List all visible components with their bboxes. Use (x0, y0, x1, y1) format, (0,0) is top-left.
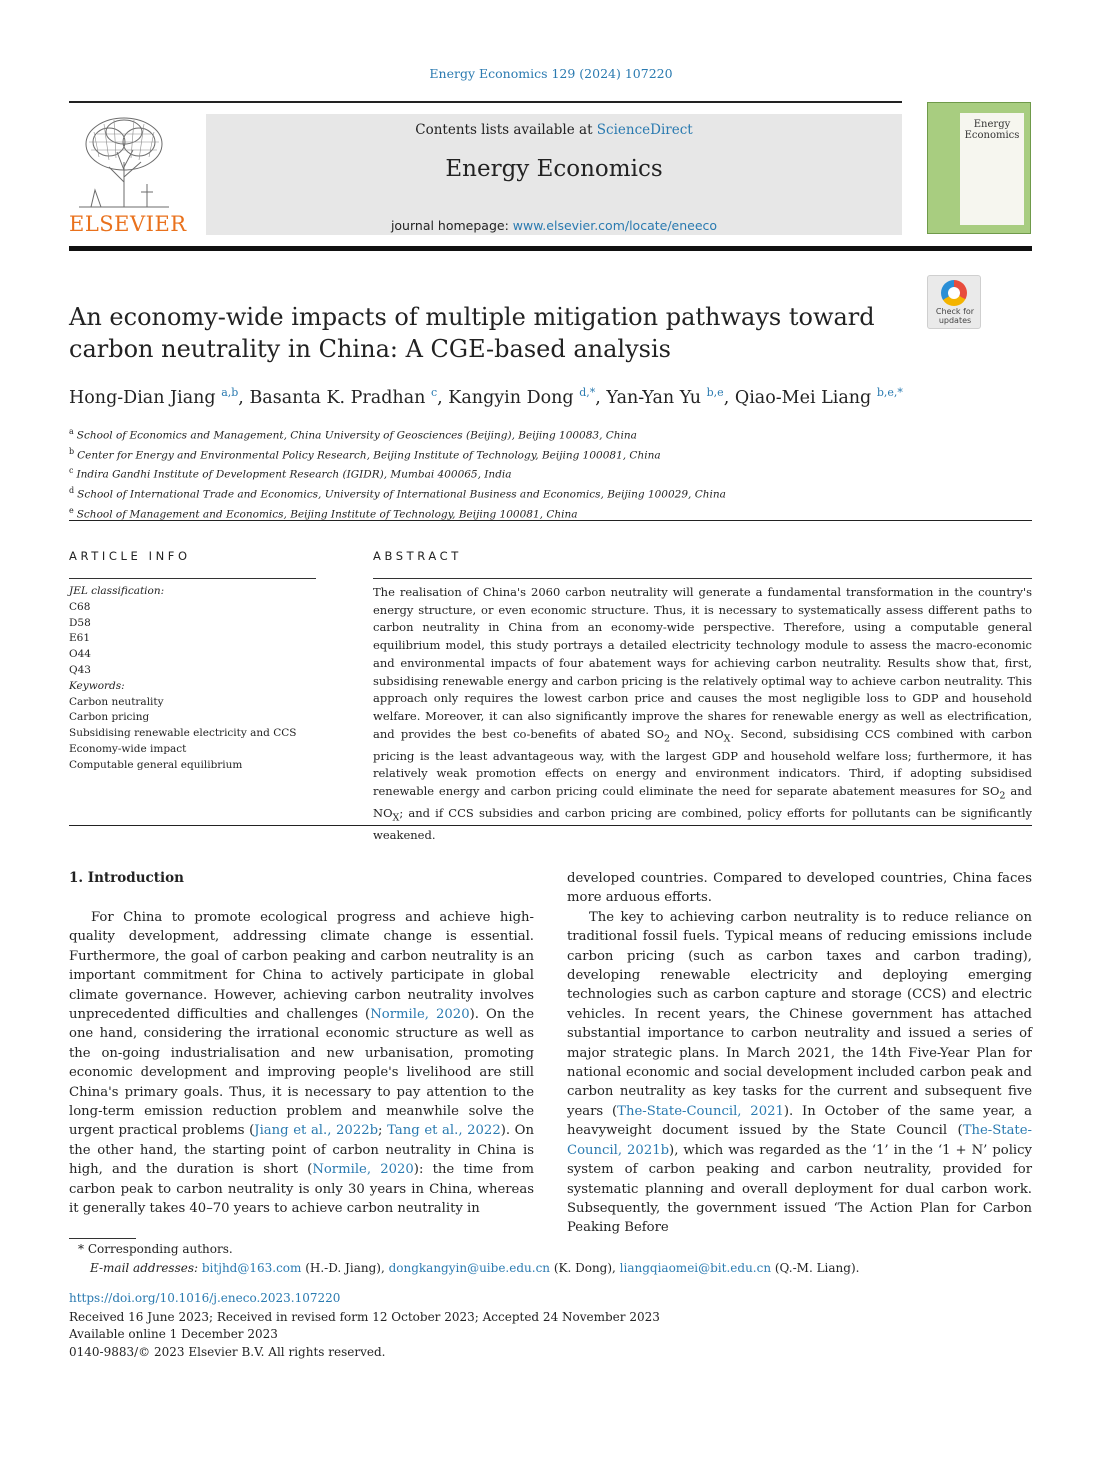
jel-code: C68 (69, 600, 91, 613)
citation-link[interactable]: The-State-Council, 2021b (567, 1123, 1032, 1158)
author-name: Yan-Yan Yu (606, 388, 702, 408)
keyword: Carbon pricing (69, 711, 150, 724)
article-info-rule (69, 578, 316, 579)
email-owner: (K. Dong), (550, 1261, 620, 1275)
contents-line (206, 122, 902, 138)
article-info-heading: ARTICLE INFO (69, 549, 191, 563)
affiliation-text: School of Management and Economics, Beijing Institute of Technology, Beijing 100081, China (76, 508, 578, 521)
section-heading-introduction: 1. Introduction (69, 870, 184, 886)
nox-sub: X (723, 732, 731, 744)
email-link[interactable]: liangqiaomei@bit.edu.cn (619, 1261, 772, 1275)
email-owner: (Q.-M. Liang). (771, 1261, 860, 1275)
section-rule (69, 520, 1032, 521)
author-name: Kangyin Dong (448, 388, 574, 408)
affiliations (69, 424, 1029, 523)
affiliation-item (69, 463, 1029, 483)
affiliation-item (69, 444, 1029, 464)
doi-link[interactable]: https://doi.org/10.1016/j.eneco.2023.107220 (69, 1291, 341, 1305)
homepage-line (206, 218, 902, 233)
so2-sub: 2 (663, 732, 671, 744)
affiliation-key: d (69, 486, 75, 496)
jel-code: D58 (69, 616, 91, 629)
affiliation-key: a (69, 427, 74, 436)
author-name: Basanta K. Pradhan (249, 388, 426, 408)
article-info-body (69, 584, 319, 774)
jel-code: Q43 (69, 663, 91, 676)
homepage-prefix: journal homepage: (390, 218, 513, 233)
affiliation-key: c (69, 466, 74, 476)
author-list: Hong-Dian Jiang $^{a,b}$, Basanta K. Pradhan $^c$, Kangyin Dong $^{d,*}$, Yan-Yan Yu $^{b,e}$, Qiao-Mei Liang $^{b,e,*}$ (69, 386, 903, 408)
author-sup[interactable]: a,b (221, 386, 239, 399)
footnote-rule (69, 1238, 136, 1239)
email-line (90, 1261, 859, 1275)
updates-line-1: Check for (935, 307, 975, 316)
updates-label (928, 308, 982, 325)
abstract-part: The realisation of China's 2060 carbon neutrality will generate a fundamental transformation in the country's energy structure, or even economic structure. Thus, it is necessary to systematically assess different paths to carbon neutrality in China from an economy-wide perspective. Therefore, using a computable general equilibrium model, this study portrays a detailed electricity technology module to assess the macro-economic and environmental impacts of four abatement ways for achieving carbon neutrality. Results show that, first, subsidising renewable energy and carbon pricing is the relatively optimal way to achieve carbon neutrality. This approach only requires the lowest carbon price and causes the most negligible loss to GDP and household welfare. Moreover, it can also significantly improve the shares for renewable energy as well as electrification, and provides the best co-benefits of abated (373, 585, 1032, 741)
nox-text: and NO (373, 784, 1033, 821)
affiliation-item (69, 424, 1029, 444)
corresponding-note: * Corresponding authors. (78, 1242, 233, 1256)
article-title: An economy-wide impacts of multiple mitigation pathways toward carbon neutrality in China: A CGE-based analysis (69, 303, 875, 363)
keyword: Subsidising renewable electricity and CCS (69, 727, 297, 740)
updates-icon (941, 280, 967, 306)
body-text: The key to achieving carbon neutrality is to reduce reliance on traditional fossil fuels. Typical means of reducing emissions include carbon pricing (such as carbon taxes and carbon trading), developing renewable electricity and deploying emerging technologies such as carbon capture and storage (CCS) and electric vehicles. In recent years, the Chinese government has attached substantial importance to carbon neutrality and issued a series of major strategic plans. In March 2021, the 14th Five-Year Plan for national economic and social development included carbon peak and carbon neutrality as key tasks for the current and subsequent five years ( (567, 909, 1032, 1119)
email-owner: (H.-D. Jiang), (301, 1261, 389, 1275)
journal-banner (206, 114, 902, 235)
jel-label: JEL classification: (69, 585, 165, 597)
author-sup[interactable]: b,e (706, 386, 724, 399)
abstract-text (373, 584, 1032, 845)
abstract-heading: ABSTRACT (373, 549, 462, 563)
body-text: ): the time from carbon peak to carbon neutrality is only 30 years in China, whereas it generally takes 40–70 years to achieve carbon neutrality in (69, 1162, 534, 1217)
sciencedirect-link[interactable]: ScienceDirect (596, 122, 693, 138)
author-sup[interactable]: d,* (579, 386, 596, 399)
email-link[interactable]: dongkangyin@uibe.edu.cn (388, 1261, 551, 1275)
affiliation-text: Indira Gandhi Institute of Development Research (IGIDR), Mumbai 400065, India (76, 468, 512, 481)
journal-cover-thumbnail[interactable] (927, 102, 1031, 234)
body-text: For China to promote ecological progress and achieve high-quality development, addressing climate change is essential. Furthermore, the goal of carbon peaking and carbon neutrality is an important commitment for China to actively participate in global climate governance. However, achieving carbon neutrality involves unprecedented difficulties and challenges ( (69, 910, 534, 1023)
affiliation-item (69, 483, 1029, 503)
email-label: E-mail addresses: (90, 1261, 199, 1275)
keywords-label: Keywords: (69, 679, 125, 692)
author-name: Hong-Dian Jiang (69, 388, 216, 408)
journal-name: Energy Economics (445, 156, 663, 182)
publication-dates (69, 1309, 660, 1361)
homepage-link[interactable]: www.elsevier.com/locate/eneeco (512, 218, 718, 233)
body-text: ; (378, 1123, 388, 1139)
journal-reference[interactable]: Energy Economics 129 (2024) 107220 (429, 66, 673, 81)
section-rule (69, 825, 1032, 826)
elsevier-wordmark: ELSEVIER (69, 212, 187, 236)
body-text: ). In October of the same year, a heavyweight document issued by the State Council ( (567, 1103, 1032, 1139)
jel-code: O44 (69, 648, 91, 661)
nox-text: and NO (670, 726, 724, 741)
so2-sub: 2 (999, 790, 1006, 802)
affiliation-text: School of Economics and Management, China University of Geosciences (Beijing), Beijing 100083, China (76, 429, 637, 442)
jel-code: E61 (69, 632, 91, 645)
citation-link[interactable]: The-State-Council, 2021 (617, 1103, 784, 1119)
affiliation-key: b (69, 446, 75, 456)
cover-panel (960, 113, 1024, 225)
header-thick-rule (69, 246, 1032, 251)
abstract-part: ; and if CCS subsidies and carbon pricing are combined, policy efforts for pollutants can be significantly weakened. (373, 806, 1032, 843)
keyword: Computable general equilibrium (69, 758, 243, 771)
cover-title: Energy Economics (964, 119, 1020, 141)
body-text: ). On the other hand, the starting point of carbon neutrality in China is high, and the duration is short ( (69, 1123, 534, 1178)
so2-text: SO (646, 726, 664, 741)
body-text: ). On the one hand, considering the irrational economic structure as well as the on-going industrialisation and new urbanisation, promoting economic development and improving people's livelihood are still China's primary goals. Thus, it is necessary to pay attention to the long-term emission reduction problem and meanwhile solve the urgent practical problems ( (69, 1007, 534, 1139)
author-sup[interactable]: b,e,* (876, 386, 903, 399)
keyword: Carbon neutrality (69, 695, 164, 708)
citation-link[interactable]: Normile, 2020 (370, 1007, 470, 1023)
keyword: Economy-wide impact (69, 742, 187, 755)
body-column-left (69, 908, 534, 1219)
nox-sub: X (392, 812, 400, 824)
email-link[interactable]: bitjhd@163.com (201, 1261, 302, 1275)
citation-link[interactable]: Normile, 2020 (312, 1162, 414, 1178)
paragraph (567, 908, 1032, 1238)
affiliation-text: School of International Trade and Economics, University of International Business and Economics, Beijing 100029, China (77, 488, 726, 501)
body-text: ), which was regarded as the ‘1’ in the ‘1 + N’ policy system of carbon peaking and carbon neutrality, provided for systematic planning and overall deployment for dual carbon work. Subsequently, the government issued ‘The Action Plan for Carbon Peaking Before (567, 1142, 1032, 1236)
check-for-updates-button[interactable] (927, 275, 981, 329)
affiliation-key: e (69, 505, 74, 515)
copyright-line: 0140-9883/© 2023 Elsevier B.V. All rights reserved. (69, 1344, 386, 1359)
tree-icon (69, 112, 179, 212)
paragraph (69, 908, 534, 1219)
citation-link[interactable]: Jiang et al., 2022b (254, 1123, 379, 1139)
abstract-part: . Second, subsidising CCS combined with carbon pricing is the least advantageous way, with the largest GDP and household welfare loss; furthermore, it has relatively weak promotion effects on energy and environment indicators. Third, if adopting subsidised renewable energy and carbon pricing could eliminate the need for separate abatement measures for (373, 726, 1032, 799)
online-date: Available online 1 December 2023 (69, 1327, 278, 1342)
citation-link[interactable]: Tang et al., 2022 (387, 1123, 501, 1139)
updates-line-2: updates (938, 315, 972, 325)
contents-prefix: Contents lists available at (415, 122, 597, 138)
received-dates: Received 16 June 2023; Received in revised form 12 October 2023; Accepted 24 November 2023 (69, 1310, 660, 1324)
author-name: Qiao-Mei Liang (734, 388, 872, 408)
affiliation-text: Center for Energy and Environmental Policy Research, Beijing Institute of Technology, Beijing 100081, China (77, 449, 661, 462)
header-rule (69, 101, 902, 103)
paragraph: developed countries. Compared to developed countries, China faces more arduous efforts. (567, 871, 1032, 906)
abstract-rule (373, 578, 1032, 579)
author-sup[interactable]: c (430, 386, 438, 399)
body-column-right (567, 869, 1032, 1238)
so2-text: SO (982, 784, 1000, 799)
